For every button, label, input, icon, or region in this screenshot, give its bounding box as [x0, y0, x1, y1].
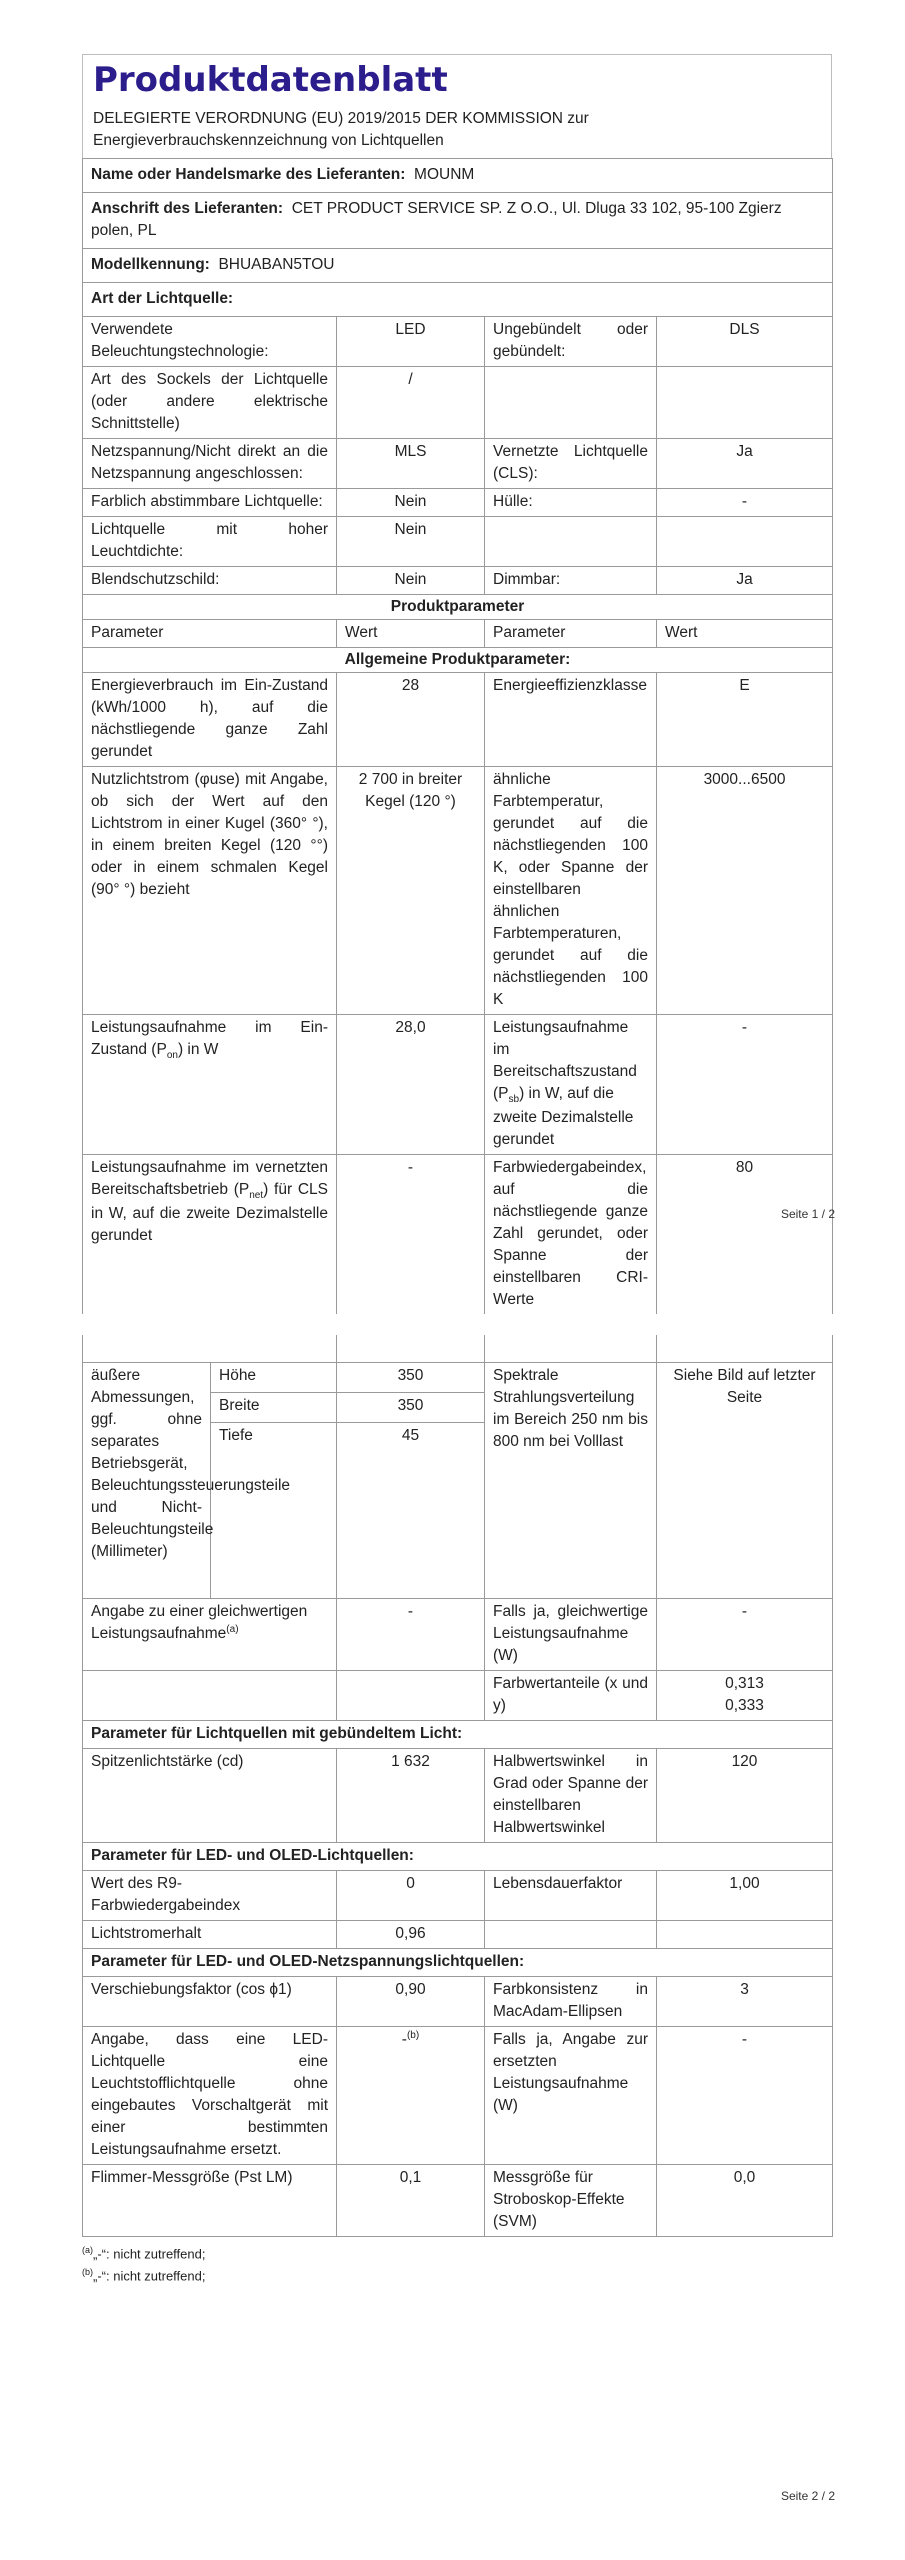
model-label: Modellkennung: — [91, 255, 210, 273]
cct-value: 3000...6500 — [657, 766, 833, 1014]
directional-heading-row — [83, 1721, 833, 1749]
general-heading-row — [83, 647, 833, 672]
mains-heading-row — [83, 1949, 833, 1977]
type-row-label-2: Vernetzte Lichtquelle (CLS): — [485, 438, 657, 488]
type-row-value-2 — [657, 366, 833, 438]
equiv-power-w-value: - — [657, 1599, 833, 1671]
type-row — [83, 488, 833, 516]
type-row-label: Lichtquelle mit hoher Leuchtdichte: — [83, 516, 337, 566]
type-row-value-2: - — [657, 488, 833, 516]
empty-cell — [337, 1671, 485, 1721]
type-row-value: Nein — [337, 516, 485, 566]
type-row — [83, 566, 833, 594]
type-row-value-2: Ja — [657, 438, 833, 488]
svm-label: Messgröße für Stroboskop-Effekte (SVM) — [485, 2165, 657, 2237]
replace-fluo-label: Angabe, dass eine LED-Lichtquelle eine Leuchtstofflichtquelle ohne eingebautes Vorschaltgerät mit einer bestimmten Leistungsaufnahme ersetzt. — [83, 2027, 337, 2165]
energy-on-value: 28 — [337, 672, 485, 766]
energy-class-label: Energieeffizienzklasse — [485, 672, 657, 766]
type-row-label-2 — [485, 366, 657, 438]
type-row-label-2 — [485, 516, 657, 566]
param-row-split — [83, 1154, 833, 1314]
r9-value: 0 — [337, 1871, 485, 1921]
color-consistency-value: 3 — [657, 1977, 833, 2027]
supplier-address-label: Anschrift des Lieferanten: — [91, 199, 284, 217]
empty-cell — [83, 1671, 337, 1721]
energy-class-value: E — [657, 672, 833, 766]
type-row-label-2: Hülle: — [485, 488, 657, 516]
param-row — [83, 766, 833, 1014]
page-number-2: Seite 2 / 2 — [780, 2489, 835, 2503]
cri-value: 80 — [657, 1154, 833, 1314]
dimensions-row — [83, 1363, 833, 1393]
param-row-continued — [83, 1335, 833, 1363]
displacement-value: 0,90 — [337, 1977, 485, 2027]
supplier-name-row — [83, 158, 833, 192]
empty-cell — [485, 1921, 657, 1949]
param-row — [83, 1014, 833, 1154]
type-row-value: Nein — [337, 566, 485, 594]
r9-label: Wert des R9-Farbwiedergabeindex — [83, 1871, 337, 1921]
type-row-value-2: DLS — [657, 316, 833, 366]
type-row-label-2: Ungebündelt oder gebündelt: — [485, 316, 657, 366]
col-header-param-2: Parameter — [485, 619, 657, 647]
datasheet-table-page2 — [82, 1335, 833, 2237]
chromaticity-value — [657, 1671, 833, 1721]
flicker-label: Flimmer-Messgröße (Pst LM) — [83, 2165, 337, 2237]
chromaticity-label: Farbwertanteile (x und y) — [485, 1671, 657, 1721]
led-heading: Parameter für LED- und OLED-Lichtquellen: — [83, 1843, 833, 1871]
beam-angle-label: Halbwertswinkel in Grad oder Spanne der einstellbaren Halbwertswinkel — [485, 1749, 657, 1843]
replace-power-label: Falls ja, Angabe zur ersetzten Leistungsaufnahme (W) — [485, 2027, 657, 2165]
chromaticity-x: 0,313 — [725, 1675, 764, 1692]
col-header-value: Wert — [337, 619, 485, 647]
survival-value: 1,00 — [657, 1871, 833, 1921]
supplier-name-label: Name oder Handelsmarke des Lieferanten: — [91, 165, 406, 183]
footnote-a: $^{(a)}$„-“: nicht zutreffend; — [82, 2245, 206, 2262]
page-title: Produktdatenblatt — [93, 60, 448, 100]
model-row — [83, 248, 833, 282]
replace-fluo-value: -$^{(b)}$ — [337, 2027, 485, 2165]
regulation-subtitle: DELEGIERTE VERORDNUNG (EU) 2019/2015 DER KOMMISSION zur Energieverbrauchskennzeichnung von Lichtquellen — [93, 109, 589, 149]
lumen-maint-value: 0,96 — [337, 1921, 485, 1949]
type-row — [83, 316, 833, 366]
power-on-value: 28,0 — [337, 1014, 485, 1154]
type-row-value: Nein — [337, 488, 485, 516]
type-row — [83, 366, 833, 438]
column-header-row — [83, 619, 833, 647]
beam-angle-value: 120 — [657, 1749, 833, 1843]
type-row — [83, 516, 833, 566]
mains-heading: Parameter für LED- und OLED-Netzspannungslichtquellen: — [83, 1949, 833, 1977]
page-1 — [82, 54, 832, 1314]
flux-value: 2 700 in breiter Kegel (120 °) — [337, 766, 485, 1014]
cct-label: ähnliche Farbtemperatur, gerundet auf die nächstliegenden 100 K, oder Spanne der einstellbaren ähnlichen Farbtemperaturen, gerundet auf die nächstliegenden 100 K — [485, 766, 657, 1014]
power-net-label: Leistungsaufnahme im vernetzten Bereitschaftsbetrieb $(P_{net})$ für CLS in W, auf die zweite Dezimalstelle gerundet — [83, 1154, 337, 1314]
power-net-value-continued — [337, 1335, 485, 1363]
spectrum-value: Siehe Bild auf letzter Seite — [657, 1363, 833, 1599]
param-row — [83, 1749, 833, 1843]
param-row — [83, 1977, 833, 2027]
product-params-heading: Produktparameter — [83, 594, 833, 619]
col-header-value-2: Wert — [657, 619, 833, 647]
power-sb-value: - — [657, 1014, 833, 1154]
footnotes — [82, 2243, 832, 2287]
cri-label-continued — [485, 1335, 657, 1363]
displacement-label: Verschiebungsfaktor (cos ϕ1) — [83, 1977, 337, 2027]
dimension-name: Breite — [211, 1393, 337, 1423]
empty-cell — [657, 1921, 833, 1949]
type-row-value: MLS — [337, 438, 485, 488]
supplier-name-value: MOUNM — [414, 165, 475, 183]
dimensions-label: äußere Abmessungen, ggf. ohne separates Betriebsgerät, Beleuchtungssteuerungsteile und Nicht-Beleuchtungsteile (Millimeter) — [83, 1363, 211, 1599]
general-heading: Allgemeine Produktparameter: — [83, 647, 833, 672]
power-sb-label: Leistungsaufnahme im Bereitschaftszustand $(P_{sb})$ in W, auf die zweite Dezimalstelle gerundet — [485, 1014, 657, 1154]
flicker-value: 0,1 — [337, 2165, 485, 2237]
col-header-param: Parameter — [83, 619, 337, 647]
type-row-label-2: Dimmbar: — [485, 566, 657, 594]
chromaticity-y: 0,333 — [725, 1697, 764, 1714]
type-row-value-2 — [657, 516, 833, 566]
energy-on-label: Energieverbrauch im Ein-Zustand (kWh/1000 h), auf die nächstliegende ganze Zahl gerundet — [83, 672, 337, 766]
type-row-value: LED — [337, 316, 485, 366]
page-2 — [82, 1335, 832, 2287]
type-row-label: Art des Sockels der Lichtquelle (oder andere elektrische Schnittstelle) — [83, 366, 337, 438]
directional-heading: Parameter für Lichtquellen mit gebündeltem Licht: — [83, 1721, 833, 1749]
color-consistency-label: Farbkonsistenz in MacAdam-Ellipsen — [485, 1977, 657, 2027]
survival-label: Lebensdauerfaktor — [485, 1871, 657, 1921]
replace-power-value: - — [657, 2027, 833, 2165]
type-row-label: Blendschutzschild: — [83, 566, 337, 594]
type-row-value: / — [337, 366, 485, 438]
param-row — [83, 1871, 833, 1921]
param-row — [83, 2165, 833, 2237]
peak-intensity-label: Spitzenlichtstärke (cd) — [83, 1749, 337, 1843]
supplier-address-value: CET PRODUCT SERVICE SP. Z O.O., Ul. Dluga 33 102, 95-100 Zgierz polen, PL — [91, 199, 782, 239]
cri-value-continued — [657, 1335, 833, 1363]
type-row-label: Verwendete Beleuchtungstechnologie: — [83, 316, 337, 366]
type-row — [83, 438, 833, 488]
power-net-label-continued — [83, 1335, 337, 1363]
lumen-maint-label: Lichtstromerhalt — [83, 1921, 337, 1949]
param-row — [83, 1921, 833, 1949]
datasheet-table-page1 — [82, 158, 833, 1314]
param-row — [83, 1599, 833, 1671]
type-row-label: Netzspannung/Nicht direkt an die Netzspannung angeschlossen: — [83, 438, 337, 488]
param-row — [83, 2027, 833, 2165]
dimension-value: 45 — [337, 1423, 485, 1599]
equiv-power-w-label: Falls ja, gleichwertige Leistungsaufnahme (W) — [485, 1599, 657, 1671]
type-row-label: Farblich abstimmbare Lichtquelle: — [83, 488, 337, 516]
type-row-value-2: Ja — [657, 566, 833, 594]
cri-label: Farbwiedergabeindex, auf die nächstliegende ganze Zahl gerundet, oder Spanne der einstellbaren CRI-Werte — [485, 1154, 657, 1314]
power-net-value: - — [337, 1154, 485, 1314]
product-params-heading-row — [83, 594, 833, 619]
page-number-1: Seite 1 / 2 — [780, 1207, 835, 1221]
param-row — [83, 1671, 833, 1721]
peak-intensity-value: 1 632 — [337, 1749, 485, 1843]
param-row — [83, 672, 833, 766]
dimension-name: Tiefe — [211, 1423, 337, 1599]
dimension-name: Höhe — [211, 1363, 337, 1393]
equiv-power-label: Angabe zu einer gleichwertigen Leistungsaufnahme$^{(a)}$ — [83, 1599, 337, 1671]
power-on-label: Leistungsaufnahme im Ein-Zustand $(P_{on})$ in W — [83, 1014, 337, 1154]
model-value: BHUABAN5TOU — [218, 255, 335, 273]
title-box — [82, 54, 832, 158]
svm-value: 0,0 — [657, 2165, 833, 2237]
light-type-heading-row — [83, 282, 833, 316]
light-type-heading: Art der Lichtquelle: — [83, 282, 833, 316]
dimension-value: 350 — [337, 1363, 485, 1393]
flux-label: Nutzlichtstrom (φuse) mit Angabe, ob sich der Wert auf den Lichtstrom in einer Kugel (360° °), in einem breiten Kegel (120 °°) oder in einem schmalen Kegel (90° °) bezieht — [83, 766, 337, 1014]
spectrum-label: Spektrale Strahlungsverteilung im Bereich 250 nm bis 800 nm bei Volllast — [485, 1363, 657, 1599]
equiv-power-value: - — [337, 1599, 485, 1671]
led-heading-row — [83, 1843, 833, 1871]
dimension-value: 350 — [337, 1393, 485, 1423]
supplier-address-row — [83, 192, 833, 248]
footnote-b: $^{(b)}$„-“: nicht zutreffend; — [82, 2267, 206, 2284]
